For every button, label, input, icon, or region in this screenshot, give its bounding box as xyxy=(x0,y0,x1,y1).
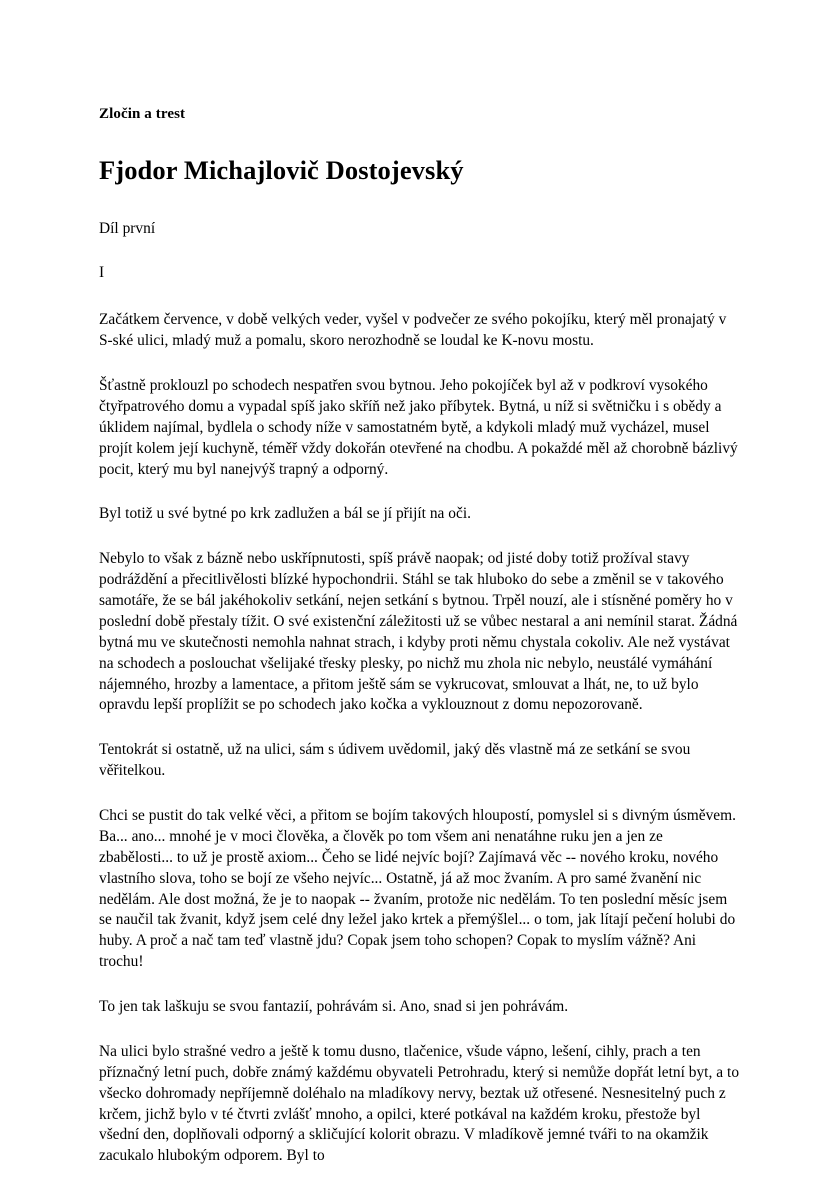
part-label: Díl první xyxy=(99,219,156,237)
document-text-column xyxy=(99,105,740,1167)
body-paragraph: Šťastně proklouzl po schodech nespatřen svou bytnou. Jeho pokojíček byl až v podkroví vysokého čtyřpatrového domu a vypadal spíš jako skříň než jako příbytek. Bytná, u níž si světničku i s obědy a úklidem najímal, bydlela o schody níže v samostatném bytě, a kdykoli mladý muž vycházel, musel projít kolem její kuchyně, téměř vždy dokořán otevřené na chodbu. A pokaždé měl až chorobně bázlivý pocit, který mu byl nanejvýš trapný a odporný. xyxy=(99,377,738,478)
body-paragraph: Na ulici bylo strašné vedro a ještě k tomu dusno, tlačenice, všude vápno, lešení, cihly, prach a ten příznačný letní puch, dobře známý každému obyvateli Petrohradu, který si nemůže dopřát letní byt, a to všecko dohromady nepříjemně doléhalo na mladíkovy nervy, beztak už otřesené. Nesnesitelný puch z krčem, jichž bylo v té čtvrti zvlášť mnoho, a opilci, které potkával na každém kroku, přestože byl všední den, doplňovali odporný a skličující kolorit obrazu. V mladíkově jemné tváři to na okamžik zacukalo hlubokým odporem. Byl to xyxy=(99,1042,740,1165)
page-title: Fjodor Michajlovič Dostojevský xyxy=(99,154,464,185)
body-paragraph: Začátkem července, v době velkých veder, vyšel v podvečer ze svého pokojíku, který měl pronajatý v S-ské ulici, mladý muž a pomalu, skoro nerozhodně se loudal ke K-novu mostu. xyxy=(99,311,727,350)
body-paragraph: Tentokrát si ostatně, už na ulici, sám s údivem uvědomil, jaký děs vlastně má ze setkání se svou věřitelkou. xyxy=(99,741,691,780)
body-paragraph: Nebylo to však z bázně nebo uskřípnutosti, spíš právě naopak; od jisté doby totiž prožíval stavy podráždění a přecitlivělosti blízké hypochondrii. Stáhl se tak hluboko do sebe a změnil se v takového samotáře, že se bál jakéhokoliv setkání, nejen setkání s bytnou. Trpěl nouzí, ale i stísněné poměry ho v poslední době přestaly tížit. O své existenční záležitosti už se vůbec nestaral a ani nemínil starat. Žádná bytná mu ve skutečnosti nemohla nahnat strach, i kdyby proti němu chystala cokoliv. Ale než vystávat na schodech a poslouchat všelijaké třesky plesky, po nichž mu zhola nic nebylo, neustálé vymáhání nájemného, hrozby a lamentace, a přitom ještě sám se vykrucovat, smlouvat a lhát, ne, to už bylo opravdu lepší proplížit se po schodech jako kočka a vyklouznout z domu nepozorovaně. xyxy=(99,550,738,714)
body-paragraph: To jen tak laškuju se svou fantazií, pohrávám si. Ano, snad si jen pohrávám. xyxy=(99,998,569,1016)
body-paragraph: Byl totiž u své bytné po krk zadlužen a bál se jí přijít na oči. xyxy=(99,505,471,523)
body-paragraph: Chci se pustit do tak velké věci, a přitom se bojím takových hloupostí, pomyslel si s divným úsměvem. Ba... ano... mnohé je v moci člověka, a člověk po tom všem ani nenatáhne ruku jen a jen ze zbabělosti... to už je prostě axiom... Čeho se lidé nejvíc bojí? Zajímavá věc -- nového kroku, nového vlastního slova, toho se bojí ze všeho nejvíc... Ostatně, já až moc žvaním. A pro samé žvanění nic nedělám. Ale dost možná, že je to naopak -- žvaním, protože nic nedělám. To ten poslední měsíc jsem se naučil tak žvanit, když jsem celé dny ležel jako krtek a přemýšlel... o tom, jak lítají pečení holubi do huby. A proč a nač tam teď vlastně jdu? Copak jsem toho schopen? Copak to myslím vážně? Ani trochu! xyxy=(99,807,736,971)
chapter-numeral: I xyxy=(99,264,105,282)
running-title: Zločin a trest xyxy=(99,106,186,122)
